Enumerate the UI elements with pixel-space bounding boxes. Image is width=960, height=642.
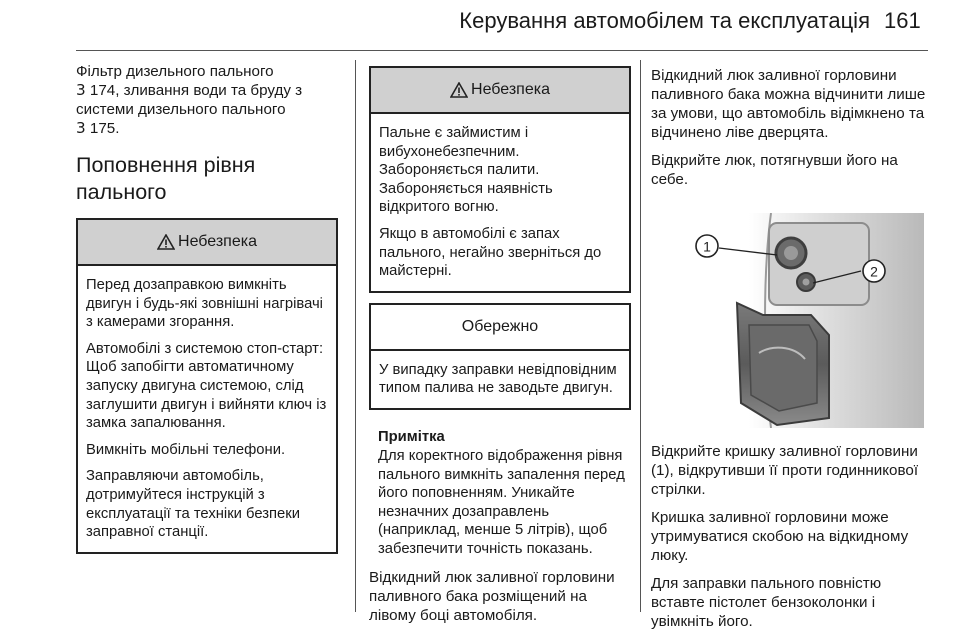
column-middle: [369, 66, 631, 634]
body-paragraph: Кришка заливної горловини може утримуватися скобою на відкидному люку.: [651, 509, 909, 564]
note-title: Примітка: [378, 428, 445, 445]
body-paragraph: Відкидний люк заливної горловини паливного бака можна відчинити лише за умови, що автомобіль відімкнено та відчинено ліве дверцята.: [651, 67, 926, 141]
warning-box: [76, 218, 338, 554]
header-rule: [76, 50, 928, 51]
callout-1-label: 1: [703, 238, 711, 255]
fuel-door-location-paragraph: Відкидний люк заливної горловини паливного бака розміщений на лівому боці автомобіля.: [369, 568, 615, 624]
intro-paragraph: Фільтр дизельного пального 3 174, зливання води та бруду з системи дизельного пального 3 175.: [76, 63, 303, 137]
note-block: [369, 428, 631, 559]
body-paragraph: Для заправки пального повністю вставте пістолет бензоколонки і увімкніть його.: [651, 575, 882, 630]
warning-triangle-icon: [450, 82, 468, 98]
fuel-filler-image: [659, 213, 924, 428]
warning-paragraph: Якщо в автомобілі є запах пального, негайно зверніться до майстерні.: [379, 225, 602, 280]
warning-box: [369, 66, 631, 293]
body-paragraph: Відкрийте люк, потягнувши його на себе.: [651, 152, 898, 188]
cross-reference-arrow-icon: 3: [76, 81, 86, 99]
caution-box: [369, 303, 631, 410]
warning-paragraph: Перед дозаправкою вимкніть двигун і будь-які зовнішні нагрівачі з камерами згорання.: [86, 277, 323, 331]
header-title: Керування автомобілем та експлуатація: [459, 8, 870, 33]
warning-paragraph: Автомобілі з системою стоп-старт: Щоб запобігти автоматичному запуску двигуна системою, слід заглушити двигун і вийняти ключ із замка запалювання.: [86, 340, 327, 432]
column-divider-right: [640, 60, 641, 612]
warning-box-title: Небезпека: [471, 81, 550, 98]
caution-box-title: Обережно: [371, 305, 629, 351]
column-divider-left: [355, 60, 356, 612]
warning-box-header: [78, 220, 336, 266]
fuel-filler-illustration: [659, 213, 924, 428]
column-left: [76, 62, 338, 572]
callout-2-label: 2: [870, 263, 878, 280]
warning-paragraph: Вимкніть мобільні телефони.: [86, 441, 286, 458]
section-title: Поповнення рівня пального: [76, 153, 256, 204]
warning-box-title: Небезпека: [178, 233, 257, 250]
warning-paragraph: Заправляючи автомобіль, дотримуйтеся інструкцій з експлуатації та техніки безпеки заправної станції.: [86, 468, 301, 541]
cross-reference-arrow-icon: 3: [76, 119, 86, 137]
caution-paragraph: У випадку заправки невідповідним типом палива не заводьте двигун.: [379, 361, 617, 397]
body-paragraph: Відкрийте кришку заливної горловини (1), відкрутивши її проти годинникової стрілки.: [651, 443, 919, 498]
warning-paragraph: Пальне є займистим і вибухонебезпечним. Забороняється палити. Забороняється наявність відкритого вогню.: [379, 125, 553, 216]
page-number: 161: [884, 8, 921, 33]
warning-triangle-icon: [157, 234, 175, 250]
note-text: Для коректного відображення рівня пального вимкніть запалення перед його поповненням. Уникайте незначних дозаправлень (наприклад, менше 5 літрів), щоб забезпечити точність показань.: [378, 447, 625, 557]
column-right: [651, 66, 928, 640]
warning-box-header: [371, 68, 629, 114]
